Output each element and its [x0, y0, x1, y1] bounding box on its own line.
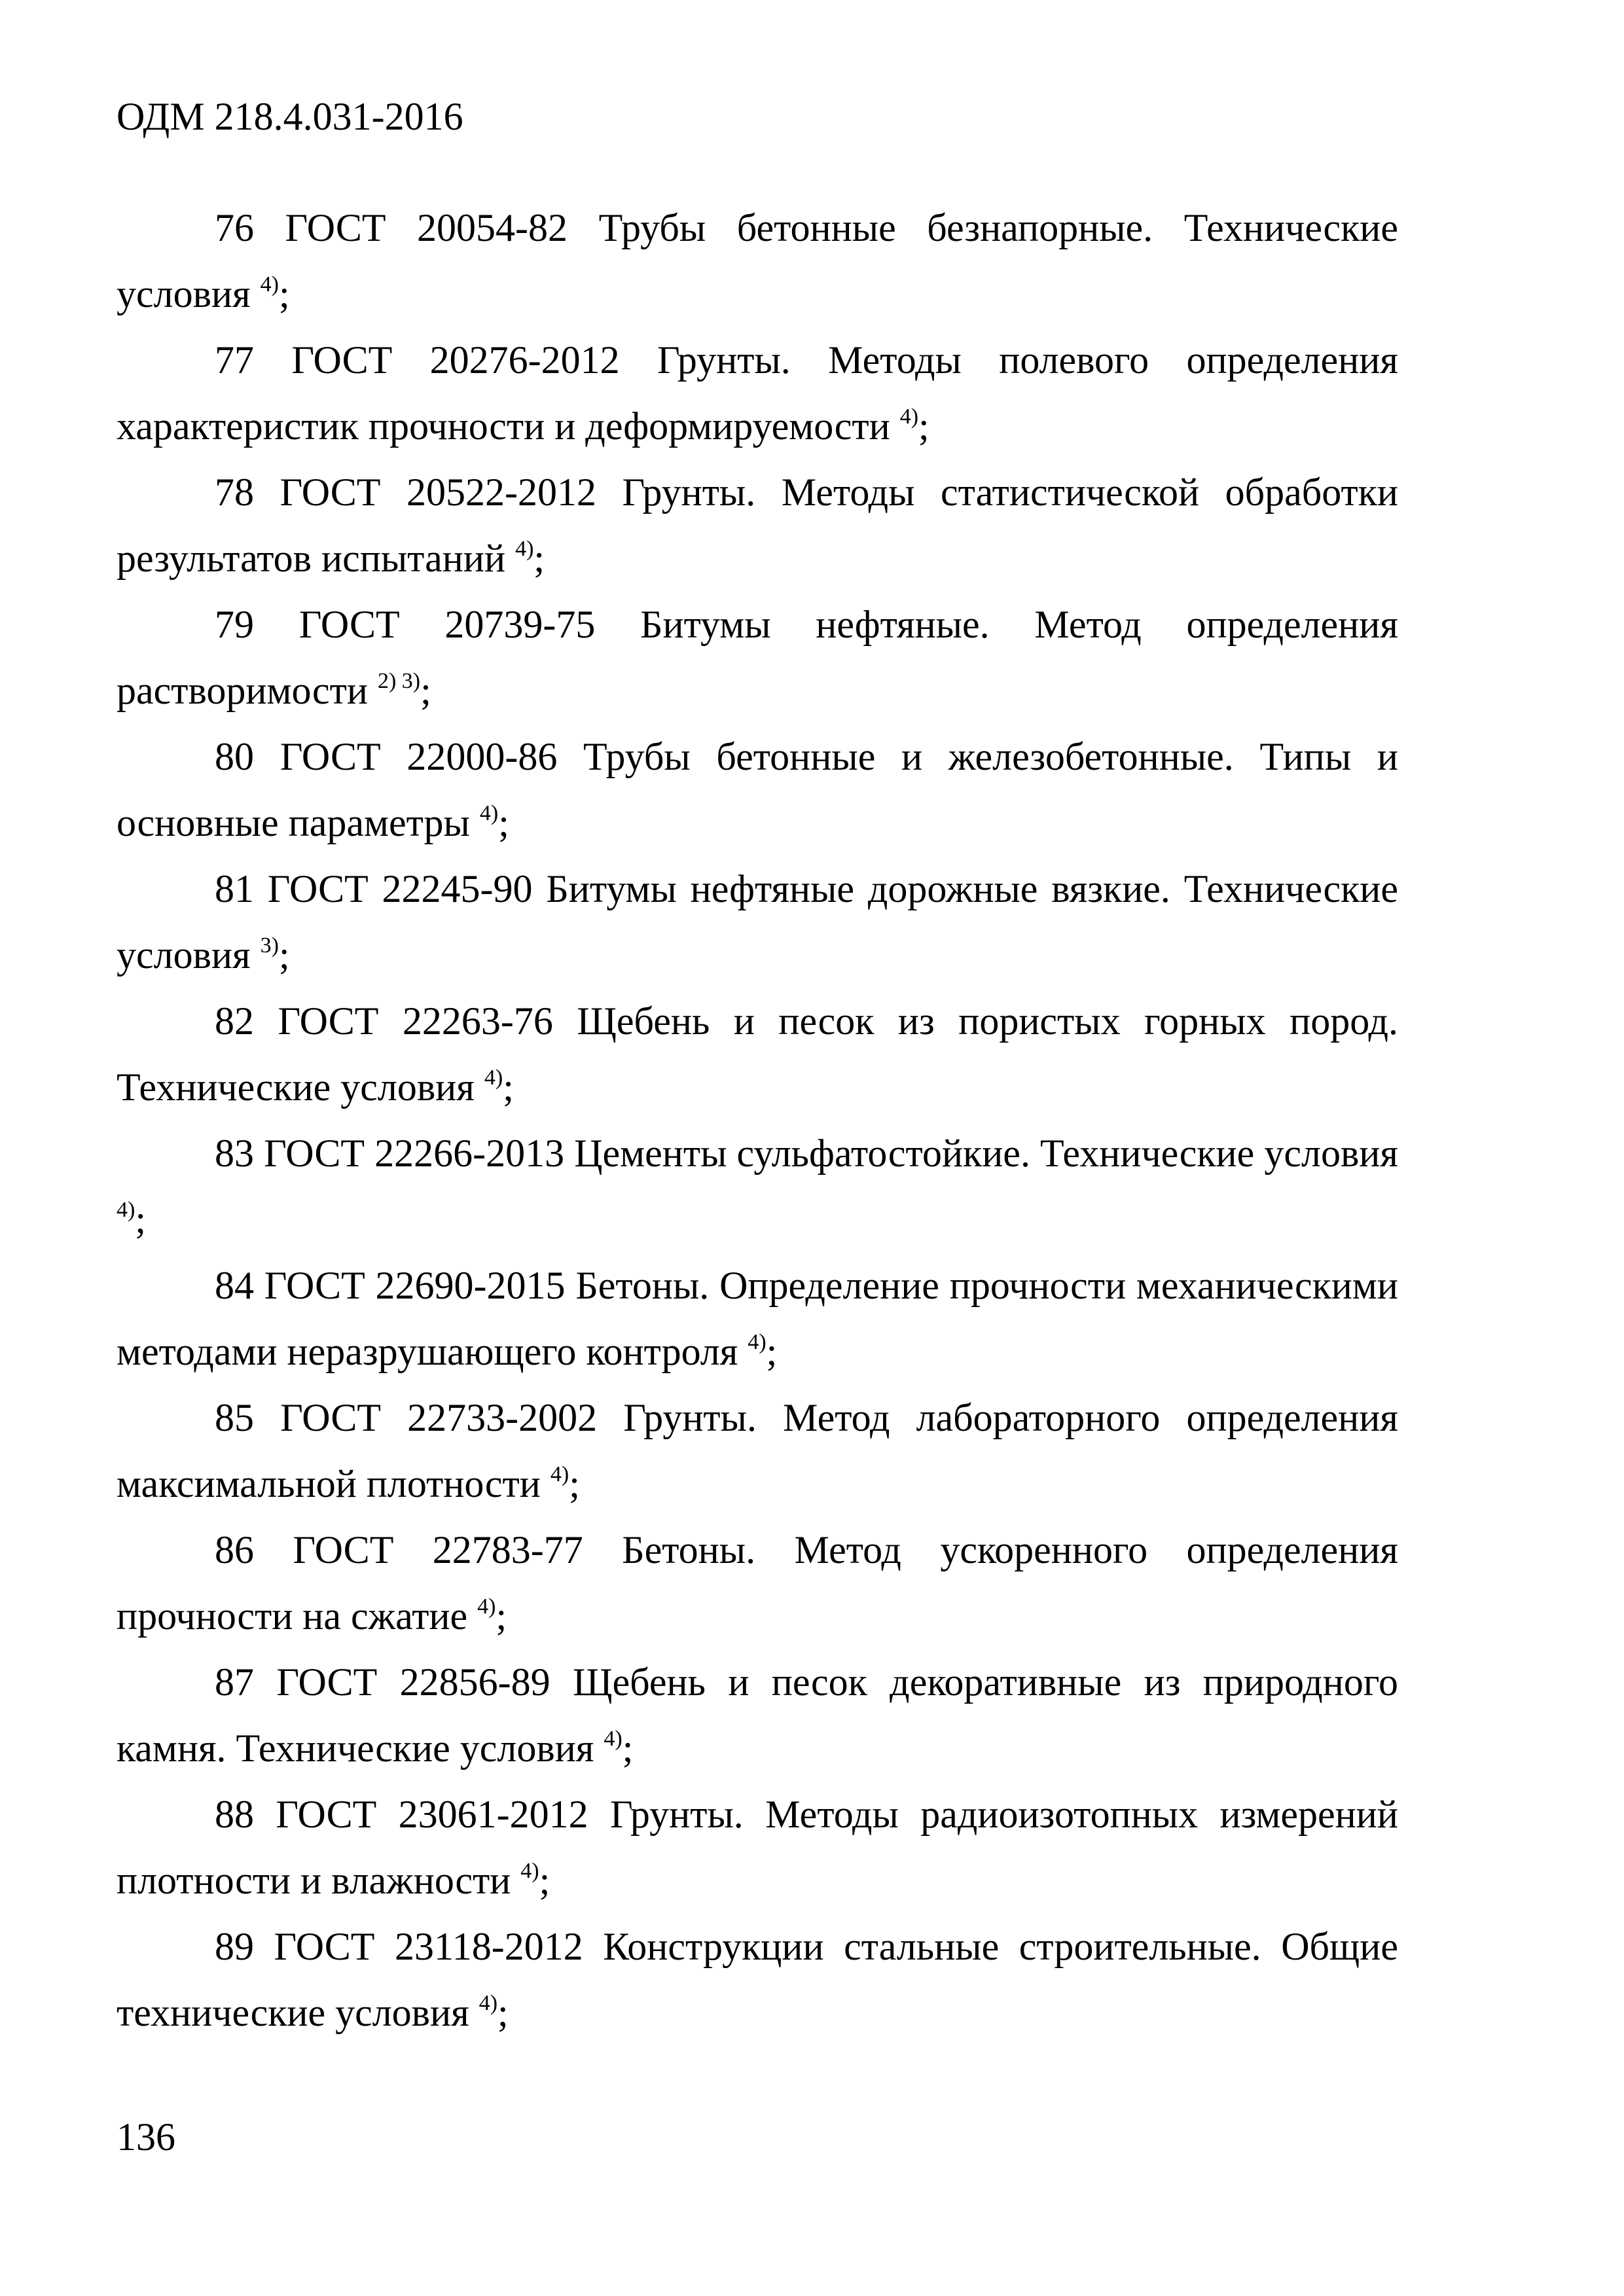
entry-end: ; — [496, 1594, 507, 1638]
entry-text: 79 ГОСТ 20739-75 Битумы нефтяные. Метод определения растворимости — [117, 603, 1398, 712]
reference-entry-77 — [117, 327, 1398, 459]
entry-end: ; — [622, 1727, 634, 1770]
footnote-marker: 4) — [899, 404, 919, 429]
footnote-marker: 4) — [550, 1462, 569, 1487]
footnote-marker: 4) — [520, 1859, 539, 1884]
reference-entry-82 — [117, 988, 1398, 1121]
document-code-header: ОДМ 218.4.031-2016 — [117, 95, 463, 138]
reference-entry-87 — [117, 1649, 1398, 1782]
entry-text: 78 ГОСТ 20522-2012 Грунты. Методы статистической обработки результатов испытаний — [117, 471, 1398, 580]
entry-end: ; — [497, 1991, 509, 2034]
footnote-marker: 4) — [748, 1330, 767, 1355]
entry-end: ; — [135, 1198, 146, 1241]
footnote-marker: 4) — [478, 1991, 498, 2016]
entry-end: ; — [766, 1330, 778, 1373]
entry-text: 82 ГОСТ 22263-76 Щебень и песок из пористых горных пород. Технические условия — [117, 999, 1398, 1109]
entry-text: 88 ГОСТ 23061-2012 Грунты. Методы радиоизотопных измерений плотности и влажности — [117, 1793, 1398, 1902]
reference-entry-78 — [117, 459, 1398, 592]
entry-text: 81 ГОСТ 22245-90 Битумы нефтяные дорожные вязкие. Технические условия — [117, 867, 1398, 977]
footnote-marker: 4) — [515, 537, 534, 562]
footnote-marker: 2) 3) — [377, 669, 421, 694]
footnote-marker: 4) — [604, 1727, 623, 1751]
entry-text: 77 ГОСТ 20276-2012 Грунты. Методы полевого определения характеристик прочности и деформируемости — [117, 338, 1398, 448]
page-number: 136 — [117, 2115, 175, 2159]
entry-end: ; — [503, 1066, 514, 1109]
entry-end: ; — [918, 404, 929, 448]
entry-text: 76 ГОСТ 20054-82 Трубы бетонные безнапорные. Технические условия — [117, 206, 1398, 315]
entry-end: ; — [498, 801, 509, 844]
entry-text: 89 ГОСТ 23118-2012 Конструкции стальные строительные. Общие технические условия — [117, 1925, 1398, 2034]
entry-end: ; — [420, 669, 431, 712]
footnote-marker: 4) — [260, 272, 279, 297]
entry-text: 85 ГОСТ 22733-2002 Грунты. Метод лабораторного определения максимальной плотности — [117, 1396, 1398, 1505]
reference-entry-86 — [117, 1517, 1398, 1649]
footnote-marker: 4) — [484, 1066, 503, 1090]
reference-entry-89 — [117, 1914, 1398, 2046]
footnote-marker: 4) — [477, 1594, 496, 1619]
reference-entry-84 — [117, 1253, 1398, 1385]
reference-list — [117, 195, 1398, 2046]
entry-end: ; — [533, 537, 545, 580]
entry-end: ; — [278, 933, 290, 977]
reference-entry-80 — [117, 724, 1398, 856]
entry-text: 87 ГОСТ 22856-89 Щебень и песок декоративные из природного камня. Технические условия — [117, 1660, 1398, 1770]
footnote-marker: 4) — [479, 801, 499, 826]
entry-end: ; — [278, 272, 290, 315]
footnote-marker: 3) — [260, 933, 279, 958]
reference-entry-79 — [117, 592, 1398, 724]
entry-text: 80 ГОСТ 22000-86 Трубы бетонные и железобетонные. Типы и основные параметры — [117, 735, 1398, 844]
entry-text: 86 ГОСТ 22783-77 Бетоны. Метод ускоренного определения прочности на сжатие — [117, 1528, 1398, 1638]
reference-entry-81 — [117, 856, 1398, 988]
footnote-marker: 4) — [117, 1198, 135, 1223]
entry-text: 83 ГОСТ 22266-2013 Цементы сульфатостойкие. Технические условия — [215, 1132, 1398, 1175]
entry-end: ; — [539, 1859, 550, 1902]
reference-entry-85 — [117, 1385, 1398, 1517]
entry-text: 84 ГОСТ 22690-2015 Бетоны. Определение прочности механическими методами неразрушающего контроля — [117, 1264, 1398, 1373]
entry-end: ; — [569, 1462, 580, 1505]
reference-entry-83 — [117, 1121, 1398, 1253]
reference-entry-76 — [117, 195, 1398, 327]
reference-entry-88 — [117, 1782, 1398, 1914]
